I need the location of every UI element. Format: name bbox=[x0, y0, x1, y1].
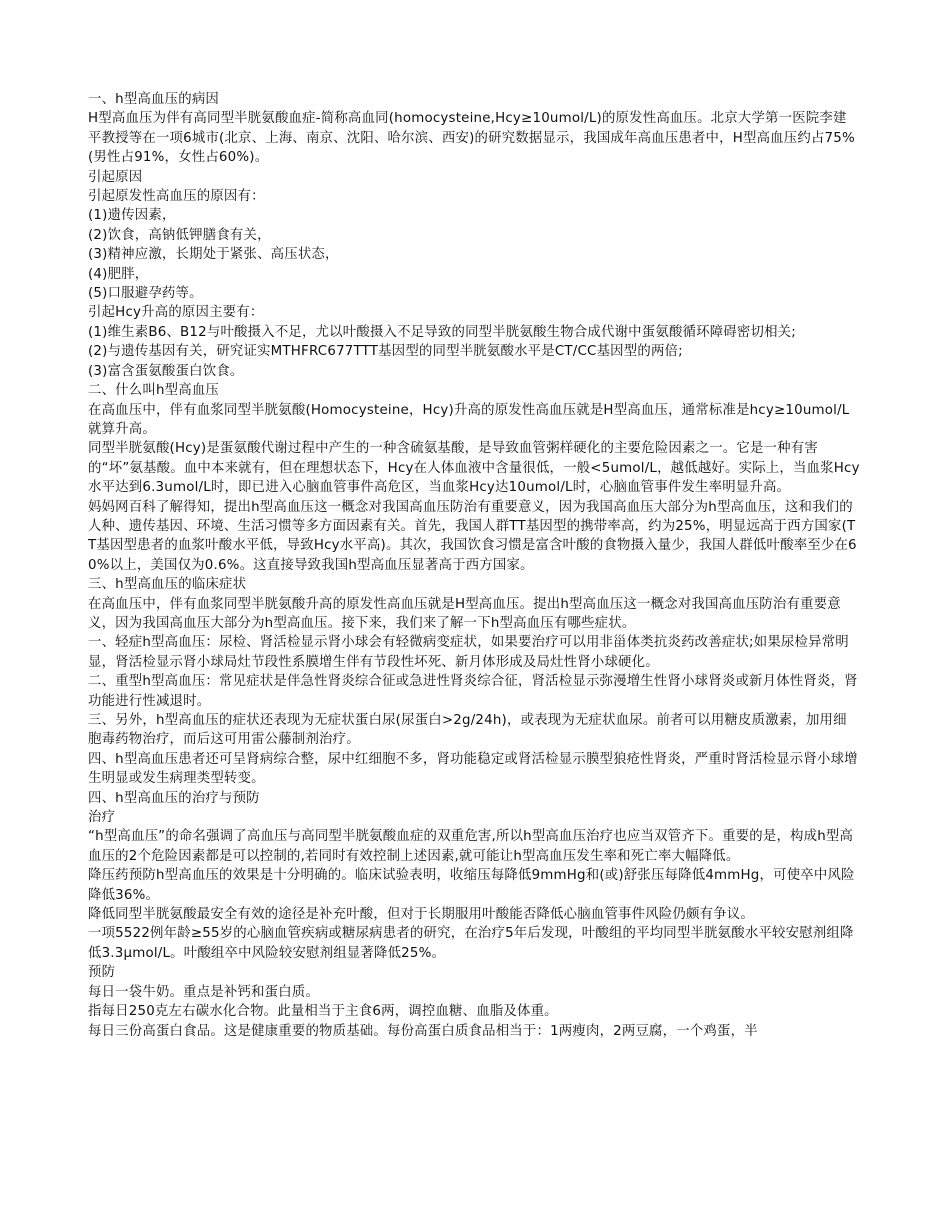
paragraph: 在高血压中，伴有血浆同型半胱氨酸升高的原发性高血压就是H型高血压。提出h型高血压这一概念对我国高血压防治有重要意义，因为我国高血压大部分为h型高血压。接下来，我们来了解一下h型高血压有哪些症状。 bbox=[88, 596, 841, 631]
document-body bbox=[88, 90, 860, 1041]
paragraph: 一项5522例年龄≥55岁的心脑血管疾病或糖尿病患者的研究，在治疗5年后发现，叶酸组的平均同型半胱氨酸水平较安慰剂组降低3.3μmol/L。叶酸组卒中风险较安慰剂组显著降低25%。 bbox=[88, 926, 854, 961]
section-heading: 四、h型高血压的治疗与预防 bbox=[88, 790, 260, 806]
paragraph: 二、重型h型高血压：常见症状是伴急性肾炎综合征或急进性肾炎综合征，肾活检显示弥漫增生性肾小球肾炎或新月体性肾炎，肾功能进行性减退时。 bbox=[88, 674, 858, 709]
subheading: 引起原因 bbox=[88, 169, 143, 185]
section-heading: 一、h型高血压的病因 bbox=[88, 92, 220, 107]
paragraph: 同型半胱氨酸(Hcy)是蛋氨酸代谢过程中产生的一种含硫氨基酸，是导致血管粥样硬化的主要危险因素之一。它是一种有害的“坏”氨基酸。血中本来就有，但在理想状态下，Hcy在人体血液中含量很低，一般<5umol/L，越低越好。实际上，当血浆Hcy水平达到6.3umol/L时，即已进入心脑血管事件高危区，当血浆Hcy达10umol/L时，心脑血管事件发生率明显升高。 bbox=[88, 441, 860, 496]
section-heading: 二、什么叫h型高血压 bbox=[88, 383, 220, 399]
paragraph: 降压药预防h型高血压的效果是十分明确的。临床试验表明，收缩压每降低9mmHg和(或)舒张压每降低4mmHg，可使卒中风险降低36%。 bbox=[88, 868, 855, 903]
list-item: (1)遗传因素， bbox=[88, 208, 176, 224]
list-item: (2)饮食，高钠低钾膳食有关， bbox=[88, 227, 271, 243]
paragraph: 指每日250克左右碳水化合物。此量相当于主食6两，调控血糖、血脂及体重。 bbox=[88, 1004, 558, 1020]
paragraph: 每日三份高蛋白食品。这是健康重要的物质基础。每份高蛋白质食品相当于：1两瘦肉，2两豆腐，一个鸡蛋，半 bbox=[88, 1023, 758, 1039]
paragraph: “h型高血压”的命名强调了高血压与高同型半胱氨酸血症的双重危害,所以h型高血压治疗也应当双管齐下。重要的是，构成h型高血压的2个危险因素都是可以控制的,若同时有效控制上述因素,就可能让h型高血压发生率和死亡率大幅降低。 bbox=[88, 829, 854, 864]
paragraph: 每日一袋牛奶。重点是补钙和蛋白质。 bbox=[88, 984, 320, 1000]
list-item: (2)与遗传基因有关，研究证实MTHFRC677TTT基因型的同型半胱氨酸水平是CT/CC基因型的两倍; bbox=[88, 344, 683, 360]
paragraph: 引起原发性高血压的原因有： bbox=[88, 189, 265, 205]
paragraph: 一、轻症h型高血压：尿检、肾活检显示肾小球会有轻微病变症状，如果要治疗可以用非甾体类抗炎药改善症状;如果尿检异常明显，肾活检显示肾小球局灶节段性系膜增生伴有节段性坏死、新月体形成及局灶性肾小球硬化。 bbox=[88, 635, 849, 670]
list-item: (5)口服避孕药等。 bbox=[88, 286, 203, 302]
list-item: (1)维生素B6、B12与叶酸摄入不足，尤以叶酸摄入不足导致的同型半胱氨酸生物合成代谢中蛋氨酸循环障碍密切相关; bbox=[88, 324, 796, 340]
paragraph: 三、另外，h型高血压的症状还表现为无症状蛋白尿(尿蛋白>2g/24h)，或表现为无症状血尿。前者可以用糖皮质激素，加用细胞毒药物治疗，而后这可用雷公藤制剂治疗。 bbox=[88, 713, 847, 748]
section-heading: 三、h型高血压的临床症状 bbox=[88, 577, 247, 593]
paragraph: 妈妈网百科了解得知，提出h型高血压这一概念对我国高血压防治有重要意义，因为我国高血压大部分为h型高血压，这和我们的人种、遗传基因、环境、生活习惯等多方面因素有关。首先，我国人群TT基因型的携带率高，约为25%，明显远高于西方国家(TT基因型患者的血浆叶酸水平低，导致Hcy水平高)。其次，我国饮食习惯是富含叶酸的食物摄入量少，我国人群低叶酸率至少在60%以上，美国仅为0.6%。这直接导致我国h型高血压显著高于西方国家。 bbox=[88, 499, 857, 573]
subheading: 预防 bbox=[88, 965, 116, 981]
list-item: (3)富含蛋氨酸蛋白饮食。 bbox=[88, 363, 244, 379]
paragraph: 在高血压中，伴有血浆同型半胱氨酸(Homocysteine，Hcy)升高的原发性高血压就是H型高血压，通常标准是hcy≥10umol/L就算升高。 bbox=[88, 402, 850, 437]
list-item: (4)肥胖， bbox=[88, 266, 149, 282]
list-item: (3)精神应激，长期处于紧张、高压状态， bbox=[88, 247, 339, 263]
paragraph: 降低同型半胱氨酸最安全有效的途径是补充叶酸，但对于长期服用叶酸能否降低心脑血管事件风险仍颇有争议。 bbox=[88, 907, 754, 923]
paragraph: 四、h型高血压患者还可呈肾病综合整，尿中红细胞不多，肾功能稳定或肾活检显示膜型狼疮性肾炎，严重时肾活检显示肾小球增生明显或发生病理类型转变。 bbox=[88, 751, 858, 787]
paragraph: H型高血压为伴有高同型半胱氨酸血症-简称高血同(homocysteine,Hcy≥10umol/L)的原发性高血压。北京大学第一医院李建平教授等在一项6城市(北京、上海、南京、沈阳、哈尔滨、西安)的研究数据显示，我国成年高血压患者中，H型高血压约占75%(男性占91%，女性占60%)。 bbox=[88, 111, 855, 166]
paragraph: 引起Hcy升高的原因主要有： bbox=[88, 305, 264, 321]
subheading: 治疗 bbox=[88, 810, 116, 826]
